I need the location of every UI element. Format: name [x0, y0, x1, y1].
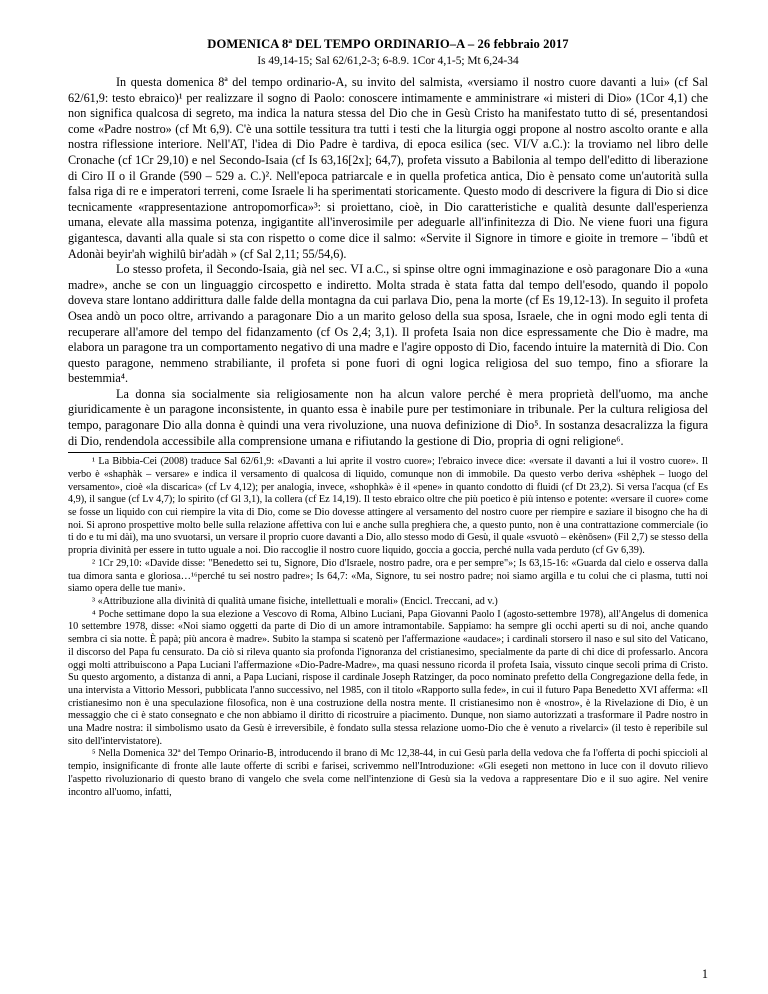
footnote-2: ² 1Cr 29,10: «Davide disse: "Benedetto sei tu, Signore, Dio d'Israele, nostro padre, ora e per sempre"»; Is 63,15-16: «Guarda dal cielo e osserva dalla tua dimora santa e gloriosa…¹⁶perché tu sei nostro padre»; Is 64,7: «Ma, Signore, tu sei nostro padre; noi siamo argilla e tu colui che ci plasma, tutti noi siamo opera delle tue mani».: [68, 557, 708, 595]
body-paragraph-3: La donna sia socialmente sia religiosamente non ha alcun valore perché è mera proprietà dell'uomo, ma anche giuridicamente è un paragone inconsistente, in quanto essa è inabile pure per testimoniare in tribunale. Per la cultura religiosa del tempo, paragonare Dio alla donna è quindi una vera rivoluzione, una nuova definizione di Dio⁵. In sostanza desacralizza la figura di Dio, rendendola accessibile alla comprensione umana e rifiutando la gestione di Dio, propria di ogni religione⁶.: [68, 386, 708, 448]
footnote-separator: [68, 452, 260, 453]
footnote-5: ⁵ Nella Domenica 32ª del Tempo Orinario-B, introducendo il brano di Mc 12,38-44, in cui Gesù parla della vedova che fa l'offerta di pochi spiccioli al tempio, insignificante di fronte alle laute offerte di scribi e farisei, scrivemmo nell'Introduzione: «Gli esegeti non mettono in luce con il dovuto rilievo l'aspetto rivoluzionario di questo brano di vangelo che svela come nell'intenzione di Gesù sia la vedova a rappresentare Dio e il suo agire. Nel venire incontro all'uomo, infatti,: [68, 748, 708, 798]
page-content: [68, 37, 708, 799]
footnote-3: ³ «Attribuzione alla divinità di qualità umane fisiche, intellettuali e morali» (Encicl. Treccani, ad v.): [92, 595, 498, 607]
readings-line: Is 49,14-15; Sal 62/61,2-3; 6-8.9. 1Cor 4,1-5; Mt 6,24-34: [257, 55, 519, 67]
body-paragraph-2: Lo stesso profeta, il Secondo-Isaia, già nel sec. VI a.C., si spinse oltre ogni immaginazione e osò paragonare Dio a «una madre», anche se con un linguaggio circospetto e indiretto. Molta strada è stata fatta dal tempo dell'esodo, quando il popolo doveva stare lontano addirittura dalle falde della montagna da cui parlava Dio, pena la morte (cf Es 19,12-13). In seguito il profeta Osea andò un poco oltre, arrivando a paragonare Dio a un marito geloso della sua sposa, Israele, che in ogni modo egli tenta di recuperare all'amore del tempo del fidanzamento (cf Os 2,4; 3,1). Il profeta Isaia non dice espressamente che Dio è madre, ma elabora un paragone tra un comportamento negativo di una madre e l'agire opposto di Dio, facendo intuire la maternità di Dio. Con questo paragone, nemmeno strabiliante, il profeta si pone fuori di ogni logica religiosa del suo tempo, fino a sfiorare la bestemmia⁴.: [68, 262, 708, 386]
footnote-4: ⁴ Poche settimane dopo la sua elezione a Vescovo di Roma, Albino Luciani, Papa Giovanni Paolo I (agosto-settembre 1978), all'Angelus di domenica 10 settembre 1978, disse: «Noi siamo oggetti da parte di Dio di un amore intramontabile. Sappiamo: ha sempre gli occhi aperti su di noi, anche quando sembra ci sia notte. È papà; più ancora è madre». Subito la stampa si scatenò per l'affermazione «audace»; i cardinali storsero il naso e sul sito del Vaticano, il discorso del Papa fu censurato. Da ciò si rileva quanto sia profonda l'ignoranza del cristianesimo, specialmente da parte di chi dice di professarlo. Ancora oggi molti attribuiscono a Papa Luciani l'affermazione «Dio-Padre-Madre», ma quasi nessuno ricorda il profeta Isaia, vissuto cinque secoli prima di Cristo. Su questo argomento, a distanza di anni, a Papa Luciani, rispose il cardinale Joseph Ratzinger, da poco nominato prefetto della Congregazione della fede, in una intervista a Vittorio Messori, pubblicata l'anno successivo, nel 1985, con il titolo «Rapporto sulla fede», in cui il futuro Papa Benedetto XVI afferma: «Il cristianesimo non è una speculazione filosofica, non è una costruzione della nostra mente. Il cristianesimo non è «nostro», è la Rivelazione di Dio, è un messaggio che ci è stato consegnato e che non abbiamo il diritto di ricostruire a piacimento. Dunque, non siamo autorizzati a trasformare il Padre nostro in una Madre nostra: il simbolismo usato da Gesù è irreversibile, è fondato sulla stessa relazione uomo-Dio che è venuto a rivelarci» (il testo è reperibile sul sito dell'intervistatore).: [68, 608, 708, 747]
body-paragraph-1: In questa domenica 8ª del tempo ordinario-A, su invito del salmista, «versiamo il nostro cuore davanti a lui» (cf Sal 62/61,9: testo ebraico)¹ per realizzare il sogno di Paolo: conoscere intimamente e amministrare «i misteri di Dio» (1Cor 4,1) che non significa qualcosa di segreto, ma indica la natura stessa del Dio che in Gesù Cristo ha manifestato tutto di sé, presentandosi come «Padre nostro» (cf Mt 6,9). C'è una sottile tessitura tra tutti i testi che la liturgia oggi propone al nostro ascolto orante e alla nostra riflessione interiore. Nell'AT, l'idea di Dio Padre è tardiva, di epoca esilica (sec. VI/V a.C.): la troviamo nel libro delle Cronache (cf 1Cr 29,10) e nel Secondo-Isaia (cf Is 63,16[2x]; 64,7), profeta vissuto a Babilonia al tempo dell'editto di liberazione di Ciro II o il Grande (590 – 529 a. C.)². Nell'epoca patriarcale e in quella profetica antica, Dio è pensato come un'autorità sulla falsa riga di re e imperatori terreni, come Israele li ha sperimentati storicamente. Questo modo di descrivere la figura di Dio si dice tecnicamente «rappresentazione antropomorfica»³: si proiettano, cioè, in Dio caratteristiche e qualità desunte dall'esperienza umana, elevate alla massima potenza, ingigantite all'inverosimile per adeguarle all'infinitezza di Dio. Ne viene fuori una figura gigantesca, davanti alla quale si sta con rispetto o come dice il salmo: «Servite il Signore in timore e gioite in tremore – 'ibdû et Adonài beyir'ah wighilû bir'adàh » (cf Sal 2,11; 55/54,6).: [68, 75, 708, 261]
page-number: 1: [701, 967, 708, 981]
page-title: DOMENICA 8ª DEL TEMPO ORDINARIO–A – 26 febbraio 2017: [207, 37, 569, 51]
footnote-1: ¹ La Bibbia-Cei (2008) traduce Sal 62/61,9: «Davanti a lui aprite il vostro cuore»; l'ebraico invece dice: «versate il davanti a lui il vostro cuore». Il verbo è «shaphàk – versare» e indica il versamento di qualcosa di liquido, comunque non di immobile. Da questo verbo deriva «shèphek – luogo del versamento», cioè «la discarica» (cf Lv 4,12); per analogia, invece, «shophkà» è il «pene» in quanto condotto di fluidi (cf Dt 23,2). Si versa l'acqua (cf Es 4,9), il sangue (cf Lv 4,7); lo spirito (cf Gl 3,1), la collera (cf Ez 14,19). Il testo ebraico oltre che più poetico è più intenso e potente: «versare il cuore» come se fosse un liquido con cui riempire la vita di Dio, come se Dio dovesse attingere al versamento del nostro cuore per riempire e saziare il bisogno che ha di noi. Si aprono prospettive molto belle sulla relazione affettiva con lui e anche sulla preghiera che, a questo punto, non è una contrattazione commerciale (io ti do e tu mi dài), ma uno svuotarsi, un versare il proprio cuore davanti a Dio, allo stesso modo di Gesù, il quale «svuotò – ekènōsen» (Fil 2,7) se stesso della propria divinità per essere in tutto uguale a noi. Dio raccoglie il nostro cuore liquido, goccia a goccia, perché nulla vada perduto (cf Gv 6,39).: [68, 456, 708, 557]
